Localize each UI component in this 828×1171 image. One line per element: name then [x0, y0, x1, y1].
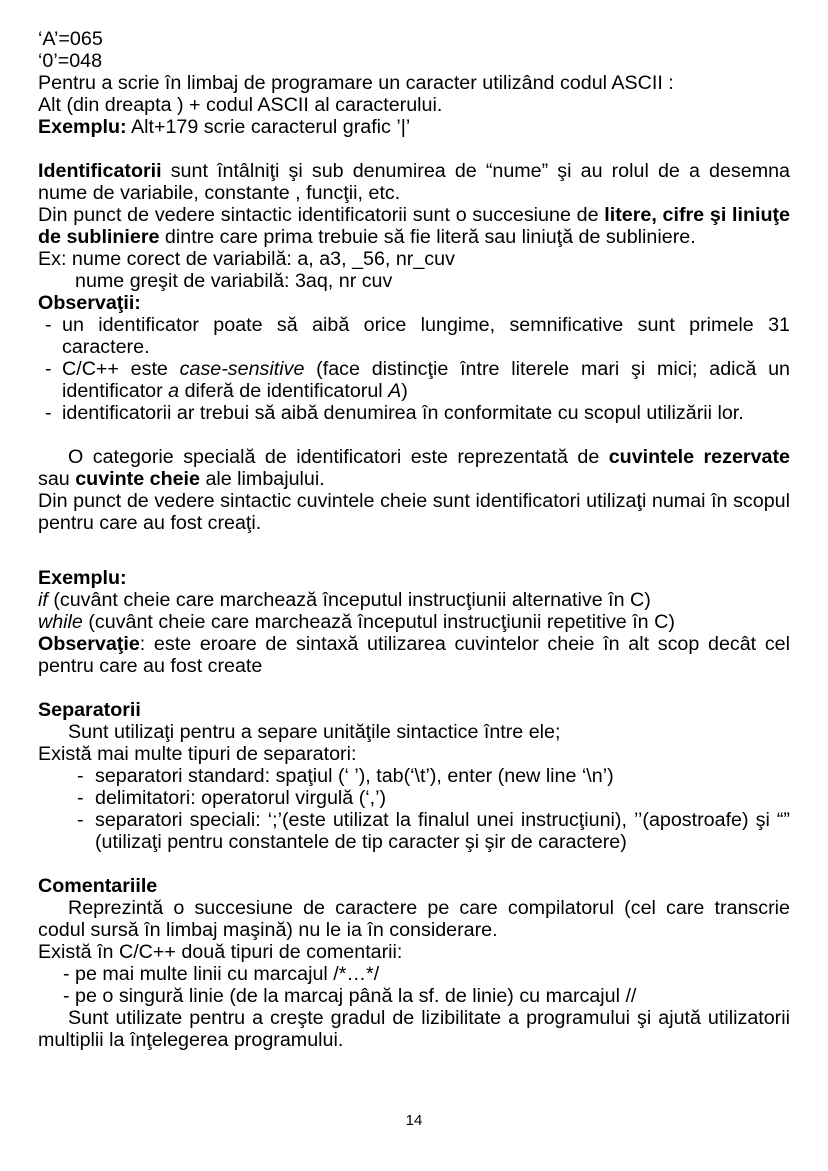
syntax-text-1: Din punct de vedere sintactic identificatorii sunt o succesiune de [38, 204, 605, 226]
identifier-A: A [388, 380, 402, 402]
observatie-paragraph [38, 633, 790, 677]
list-item-text: separatori standard: spaţiul (‘ ’), tab(‘\t’), enter (new line ‘\n’) [95, 765, 614, 787]
section-comentariile [38, 875, 790, 1051]
observatii-heading-text: Observaţii: [38, 292, 141, 314]
list-item-separatori-standard [38, 765, 790, 787]
comment-multiline-line: - pe mai multe linii cu marcajul /*…*/ [63, 963, 380, 985]
cuvinte-cheie-term: cuvinte cheie [75, 468, 200, 490]
comentariile-heading [38, 875, 790, 897]
comment-singleline-line: - pe o singură linie (de la marcaj până la sf. de linie) cu marcajul // [63, 985, 637, 1007]
example-correct-names-line: Ex: nume corect de variabilă: a, a3, _56, nr_cuv [38, 248, 455, 270]
list-item-separatori-speciali [38, 809, 790, 853]
list-item-delimitatori [38, 787, 790, 809]
identificatori-term: Identificatorii [38, 160, 162, 182]
list-item-text-4: ) [401, 380, 408, 402]
observatii-heading [38, 292, 790, 314]
list-item-identifier-length [38, 314, 790, 358]
while-keyword: while [38, 611, 83, 633]
ascii-example-line [38, 116, 790, 138]
section-exemplu-keywords [38, 567, 790, 677]
list-item-text: separatori speciali: ‘;’(este utilizat la finalul unei instrucţiuni), ’’(apostroafe) şi “” (utilizaţi pentru constantele de tip caracter şi şir de caractere) [95, 809, 790, 853]
identificatori-intro-text: sunt întâlniţi şi sub denumirea de “nume” şi au rolul de a desemna nume de variabile, constante , funcţii, etc. [38, 160, 790, 204]
cuvinte-text-2: sau [38, 468, 76, 490]
ascii-alt-line: Alt (din dreapta ) + codul ASCII al caracterului. [38, 94, 443, 116]
identificatori-syntax-paragraph [38, 204, 790, 248]
cuvinte-rezervate-term: cuvintele rezervate [608, 446, 790, 468]
identifier-a: a [168, 380, 180, 402]
list-item-naming-convention [38, 402, 790, 424]
comentariile-heading-text: Comentariile [38, 875, 158, 897]
section-identificatori [38, 160, 790, 424]
list-marker: - [77, 787, 84, 809]
separatorii-heading [38, 699, 790, 721]
list-marker: - [77, 809, 84, 831]
list-marker: - [77, 765, 84, 787]
section-ascii-codes [38, 28, 790, 138]
syntax-bold-term: litere, cifre şi liniuţe de subliniere [38, 204, 790, 248]
if-description: (cuvânt cheie care marchează începutul instrucţiunii alternative în C) [47, 589, 651, 611]
list-item-text: delimitatori: operatorul virgulă (‘,’) [95, 787, 387, 809]
ascii-code-a-line: ‘A’=065 [38, 28, 103, 50]
comentariile-types-line: Există în C/C++ două tipuri de comentarii: [38, 941, 403, 963]
list-item-text: un identificator poate să aibă orice lungime, semnificative sunt primele 31 caractere. [62, 314, 790, 358]
ascii-usage-line: Pentru a scrie în limbaj de programare un caracter utilizând codul ASCII : [38, 72, 674, 94]
list-item-text-2: (face distincţie între literele mari şi mici; adică un identificator [62, 358, 790, 402]
comentariile-definition-paragraph: Reprezintă o succesiune de caractere pe care compilatorul (cel care transcrie codul sursă în limbaj maşină) nu le ia în considerare. [38, 897, 790, 941]
example-text: Alt+179 scrie caracterul grafic ’|’ [126, 116, 411, 138]
cuvinte-rezervate-paragraph [38, 446, 790, 490]
keyword-if-line [38, 589, 790, 611]
page-number: 14 [405, 1112, 423, 1129]
observatie-label: Observaţie [38, 633, 140, 655]
keyword-while-line [38, 611, 790, 633]
cuvinte-cheie-syntax-paragraph: Din punct de vedere sintactic cuvintele cheie sunt identificatori utilizaţi numai în scopul pentru care au fost creaţi. [38, 490, 790, 534]
exemplu-heading [38, 567, 790, 589]
separatorii-heading-text: Separatorii [38, 699, 141, 721]
example-label: Exemplu: [38, 116, 127, 138]
case-sensitive-term: case-sensitive [179, 358, 305, 380]
section-separatorii [38, 699, 790, 853]
list-item-case-sensitive [38, 358, 790, 402]
cuvinte-text-3: ale limbajului. [199, 468, 325, 490]
cuvinte-text-1: O categorie specială de identificatori este reprezentată de [68, 446, 609, 468]
if-keyword: if [38, 589, 48, 611]
separatorii-purpose-line: Sunt utilizaţi pentru a separe unităţile sintactice între ele; [68, 721, 561, 743]
identificatori-intro-paragraph [38, 160, 790, 204]
list-marker: - [45, 358, 52, 380]
list-item-text-1: C/C++ este [62, 358, 180, 380]
syntax-text-2: dintre care prima trebuie să fie literă sau liniuţă de subliniere. [159, 226, 696, 248]
list-marker: - [45, 314, 52, 336]
observatie-text: : este eroare de sintaxă utilizarea cuvintelor cheie în alt scop decât cel pentru care au fost create [38, 633, 790, 677]
list-item-text: identificatorii ar trebui să aibă denumirea în conformitate cu scopul utilizării lor. [62, 402, 744, 424]
comentariile-usage-paragraph: Sunt utilizate pentru a creşte gradul de lizibilitate a programului şi ajută utilizatorii multiplii la înţelegerea programului. [38, 1007, 790, 1051]
section-cuvinte-rezervate [38, 446, 790, 534]
example-wrong-names-line: nume greşit de variabilă: 3aq, nr cuv [75, 270, 393, 292]
while-description: (cuvânt cheie care marchează începutul instrucţiunii repetitive în C) [82, 611, 675, 633]
exemplu-heading-text: Exemplu: [38, 567, 127, 589]
list-marker: - [45, 402, 52, 424]
ascii-code-0-line: ‘0’=048 [38, 50, 103, 72]
separatorii-types-line: Există mai multe tipuri de separatori: [38, 743, 357, 765]
list-item-text-3: diferă de identificatorul [179, 380, 389, 402]
